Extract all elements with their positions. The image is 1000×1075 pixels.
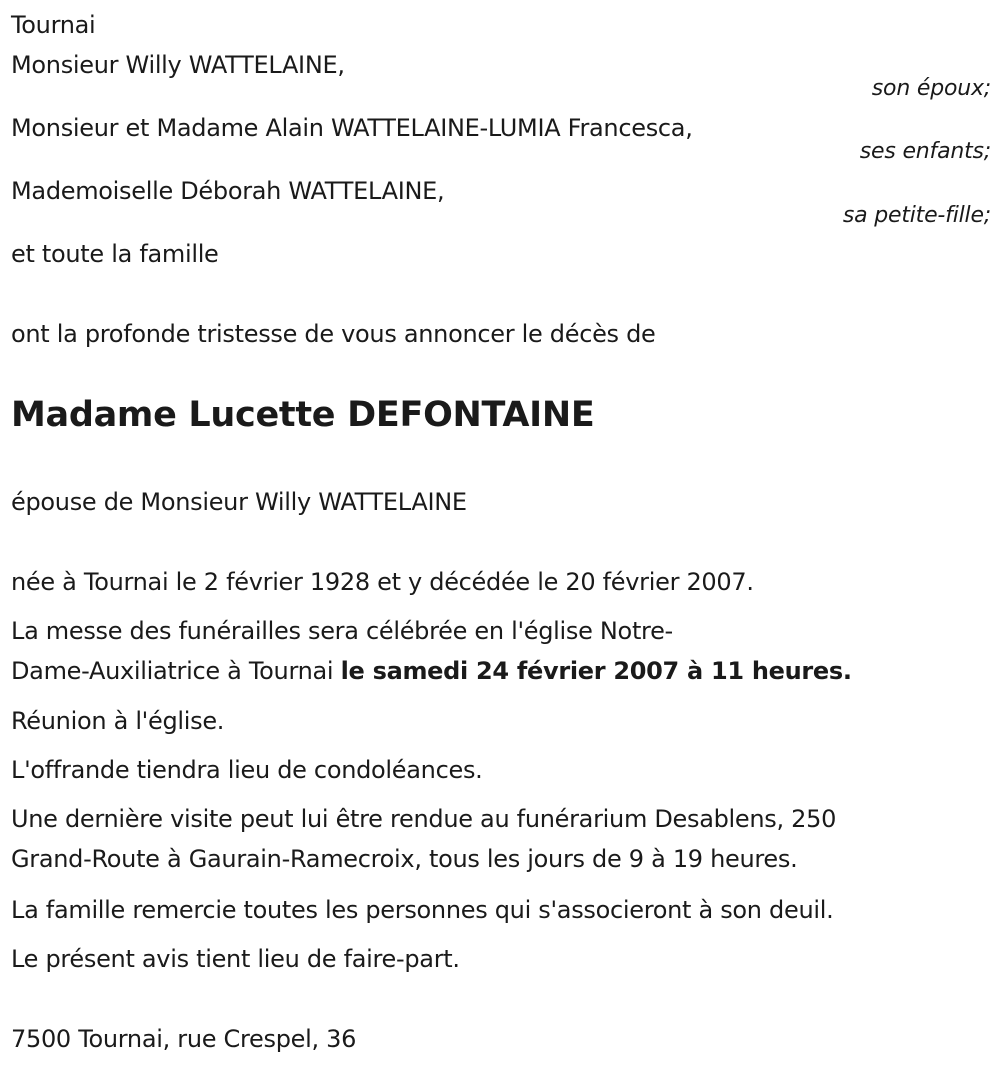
family-member-name: Monsieur Willy WATTELAINE, xyxy=(11,51,345,79)
family-member-role: sa petite-fille; xyxy=(842,203,991,228)
deceased-name: Madame Lucette DEFONTAINE xyxy=(11,395,595,435)
family-member-name: Mademoiselle Déborah WATTELAINE, xyxy=(11,177,445,205)
funeral-date-time: le samedi 24 février 2007 à 11 heures. xyxy=(340,657,852,685)
birth-death-info: née à Tournai le 2 février 1928 et y décédée le 20 février 2007. xyxy=(11,568,754,596)
family-member-role: ses enfants; xyxy=(859,139,991,164)
family-member-name: Monsieur et Madame Alain WATTELAINE-LUMIA Francesca, xyxy=(11,114,693,142)
visit-note-line2: Grand-Route à Gaurain-Ramecroix, tous les jours de 9 à 19 heures. xyxy=(11,845,798,873)
offering-note: L'offrande tiendra lieu de condoléances. xyxy=(11,756,483,784)
funeral-info-line1: La messe des funérailles sera célébrée en l'église Notre- xyxy=(11,617,673,645)
visit-note-line1: Une dernière visite peut lui être rendue au funérarium Desablens, 250 xyxy=(11,805,837,833)
thanks-note: La famille remercie toutes les personnes qui s'associeront à son deuil. xyxy=(11,896,834,924)
deceased-spouse: épouse de Monsieur Willy WATTELAINE xyxy=(11,488,467,516)
notice-note: Le présent avis tient lieu de faire-part. xyxy=(11,945,460,973)
city-heading: Tournai xyxy=(11,11,96,39)
family-rest: et toute la famille xyxy=(11,240,219,268)
announcement-text: ont la profonde tristesse de vous annoncer le décès de xyxy=(11,320,656,348)
funeral-info-line2 xyxy=(11,651,852,691)
meeting-note: Réunion à l'église. xyxy=(11,707,225,735)
funeral-location: Dame-Auxiliatrice à Tournai xyxy=(11,657,341,685)
family-member-role: son époux; xyxy=(871,76,991,101)
address: 7500 Tournai, rue Crespel, 36 xyxy=(11,1025,357,1053)
